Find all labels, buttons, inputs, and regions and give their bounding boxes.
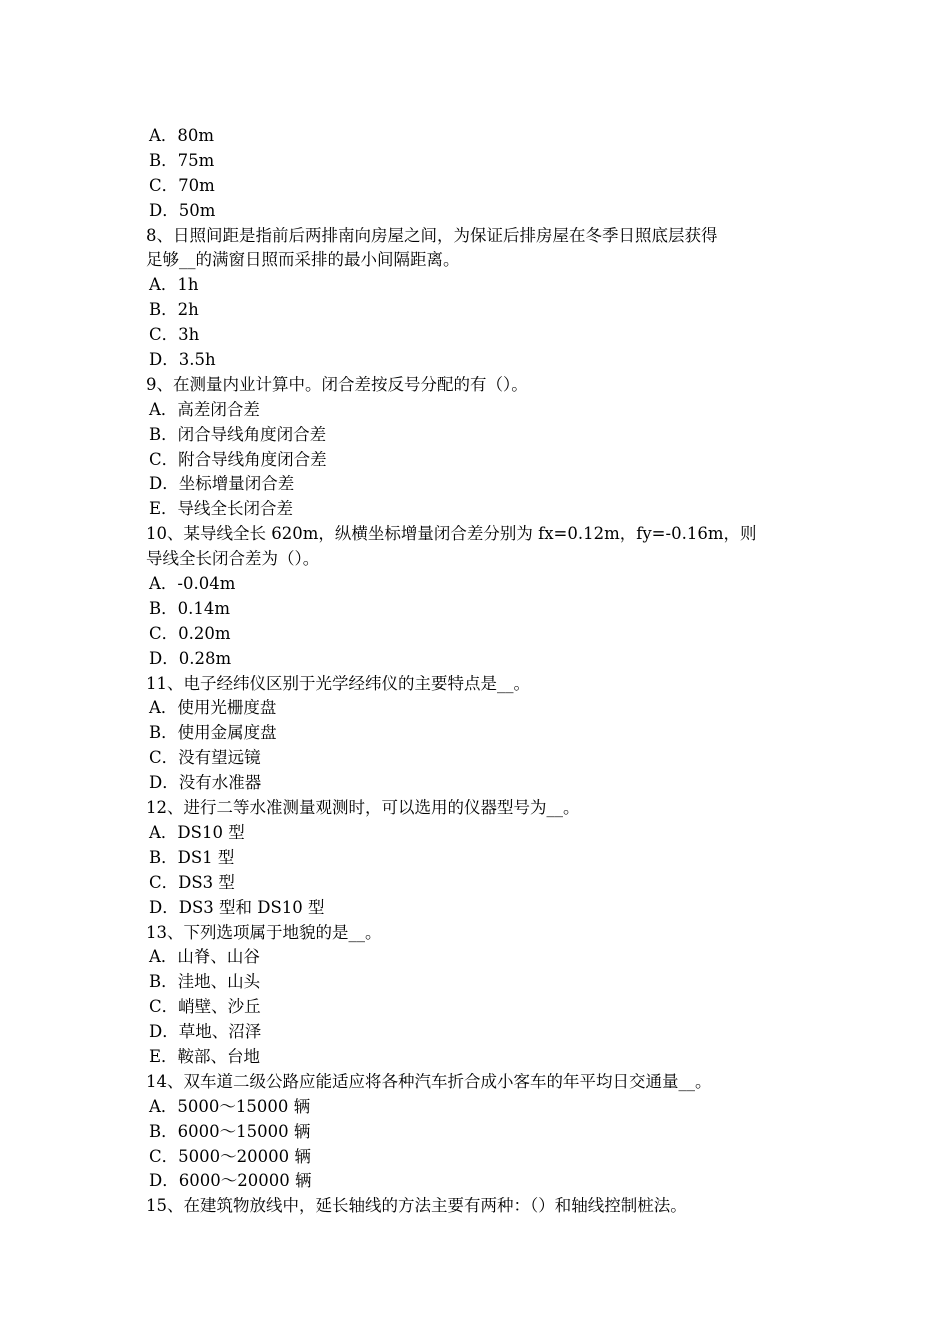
answer-option: B．闭合导线角度闭合差 (149, 424, 327, 444)
question-text: 导线全长闭合差为（）。 (146, 549, 320, 569)
answer-option: D．DS3 型和 DS10 型 (149, 897, 325, 917)
document-page (146, 124, 812, 1219)
answer-option: B．6000～15000 辆 (149, 1121, 311, 1141)
answer-option: A．5000～15000 辆 (149, 1096, 311, 1116)
answer-option: C．5000～20000 辆 (149, 1146, 311, 1166)
question-block (146, 373, 812, 522)
answer-option: D．草地、沼泽 (149, 1022, 262, 1042)
answer-option: E．鞍部、台地 (149, 1046, 261, 1066)
answer-option: A．高差闭合差 (149, 399, 260, 419)
answer-option: D．0.28m (149, 648, 232, 668)
question-text: 14、双车道二级公路应能适应将各种汽车折合成小客车的年平均日交通量__。 (146, 1071, 712, 1091)
answer-option: C．0.20m (149, 623, 231, 643)
answer-option: D．6000～20000 辆 (149, 1171, 312, 1191)
answer-option: B．2h (149, 300, 199, 320)
question-block (146, 224, 812, 373)
answer-option: B．0.14m (149, 598, 231, 618)
answer-option: A．DS10 型 (149, 822, 245, 842)
question-block (146, 124, 812, 224)
answer-option: A．-0.04m (149, 574, 236, 594)
answer-option: B．DS1 型 (149, 847, 235, 867)
question-text: 9、在测量内业计算中。闭合差按反号分配的有（）。 (146, 374, 528, 394)
answer-option: B．洼地、山头 (149, 972, 261, 992)
answer-option: C．附合导线角度闭合差 (149, 449, 327, 469)
answer-option: C．峭壁、沙丘 (149, 997, 261, 1017)
answer-option: A．山脊、山谷 (149, 947, 260, 967)
question-block (146, 672, 812, 796)
question-text: 11、电子经纬仪区别于光学经纬仪的主要特点是__。 (146, 673, 530, 693)
question-block (146, 921, 812, 1070)
question-block (146, 522, 812, 671)
answer-option: A．1h (149, 275, 199, 295)
question-block (146, 796, 812, 920)
answer-option: C．70m (149, 175, 215, 195)
question-block (146, 1194, 812, 1219)
question-text: 足够__的满窗日照而采排的最小间隔距离。 (146, 250, 460, 270)
answer-option: E．导线全长闭合差 (149, 499, 294, 519)
answer-option: C．没有望远镜 (149, 748, 261, 768)
question-text: 12、进行二等水准测量观测时，可以选用的仪器型号为__。 (146, 798, 580, 818)
question-text: 8、日照间距是指前后两排南向房屋之间，为保证后排房屋在冬季日照底层获得 (146, 225, 718, 245)
answer-option: D．3.5h (149, 350, 216, 370)
question-text: 10、某导线全长 620m，纵横坐标增量闭合差分别为 fx=0.12m，fy=-0.16m，则 (146, 524, 757, 544)
answer-option: B．75m (149, 150, 215, 170)
answer-option: A．使用光栅度盘 (149, 698, 277, 718)
answer-option: D．坐标增量闭合差 (149, 474, 295, 494)
question-text: 13、下列选项属于地貌的是__。 (146, 922, 382, 942)
answer-option: B．使用金属度盘 (149, 723, 277, 743)
question-text: 15、在建筑物放线中，延长轴线的方法主要有两种：（）和轴线控制桩法。 (146, 1196, 687, 1216)
question-block (146, 1070, 812, 1194)
answer-option: C．DS3 型 (149, 872, 235, 892)
answer-option: D．50m (149, 200, 216, 220)
answer-option: C．3h (149, 325, 200, 345)
answer-option: D．没有水准器 (149, 773, 262, 793)
answer-option: A．80m (149, 126, 215, 145)
